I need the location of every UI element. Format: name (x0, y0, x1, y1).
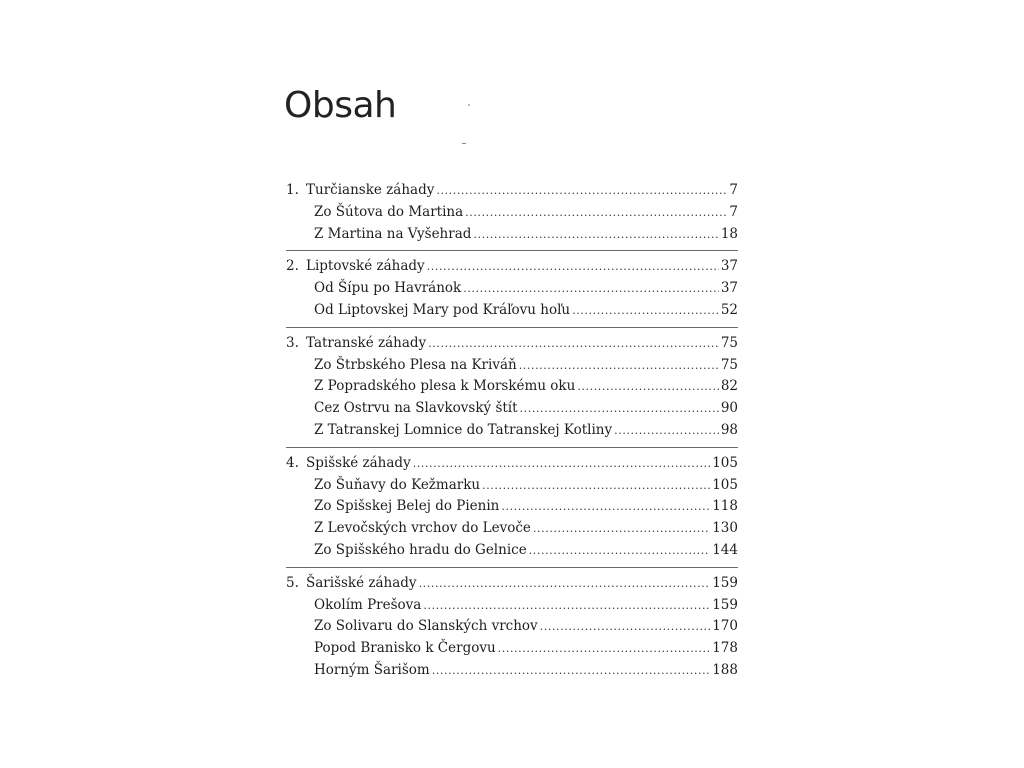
scan-speck (468, 104, 470, 106)
page-title: Obsah (284, 85, 397, 126)
chapter-title: Turčianske záhady (306, 182, 435, 198)
page-number: 18 (720, 225, 738, 242)
page-number: 82 (720, 378, 738, 395)
entry-title: Popod Branisko k Čergovu (314, 640, 496, 657)
toc-entry-row (286, 638, 738, 660)
toc-entry-row (286, 300, 738, 322)
page-number: 105 (712, 454, 738, 471)
entry-title: Od Liptovskej Mary pod Kráľovu hoľu (314, 301, 571, 318)
toc-chapter-row (286, 180, 738, 202)
page-number: 75 (720, 334, 738, 351)
page-number: 130 (712, 520, 738, 537)
page-number: 118 (712, 498, 738, 515)
toc-chapter-row (286, 453, 738, 475)
dot-leader (436, 180, 727, 202)
page-number: 90 (720, 400, 738, 417)
dot-leader (465, 202, 727, 224)
dot-leader (529, 540, 711, 562)
page-number: 105 (712, 476, 738, 493)
toc-chapter-row (286, 333, 738, 355)
chapter-title: Liptovské záhady (306, 258, 425, 275)
dot-leader (423, 595, 710, 617)
entry-title: Z Levočských vrchov do Levoče (314, 520, 531, 537)
dot-leader (572, 300, 719, 322)
page-number: 144 (712, 541, 738, 558)
entry-title: Z Martina na Vyšehrad (314, 225, 472, 242)
dot-leader (463, 278, 719, 300)
page-number: 37 (720, 258, 738, 275)
dot-leader (520, 398, 719, 420)
entry-title: Zo Spišskej Belej do Pienin (314, 498, 500, 515)
toc-entry-row (286, 398, 738, 420)
toc-entry-row (286, 420, 738, 442)
table-of-contents (286, 180, 738, 692)
toc-entry-row (286, 660, 738, 682)
toc-entry-row (286, 355, 738, 377)
chapter-title: Tatranské záhady (306, 334, 427, 351)
entry-title: Zo Spišského hradu do Gelnice (314, 541, 527, 558)
toc-section-3 (286, 333, 738, 448)
toc-entry-row (286, 496, 738, 518)
dot-leader (473, 224, 718, 246)
toc-section-2 (286, 256, 738, 327)
page-number: 75 (720, 356, 738, 373)
page-number: 188 (712, 661, 738, 678)
dot-leader (432, 660, 711, 682)
chapter-number: 4. (286, 454, 299, 471)
entry-title: Z Tatranskej Lomnice do Tatranskej Kotliny (314, 421, 613, 438)
page-number: 7 (729, 203, 738, 220)
toc-section-5 (286, 573, 738, 687)
entry-title: Cez Ostrvu na Slavkovský štít (314, 400, 518, 417)
toc-section-1 (286, 180, 738, 251)
entry-title: Zo Šuňavy do Kežmarku (314, 476, 481, 493)
toc-entry-row (286, 278, 738, 300)
dot-leader (428, 333, 719, 355)
toc-entry-row (286, 202, 738, 224)
toc-entry-row (286, 540, 738, 562)
entry-title: Zo Solivaru do Slanských vrchov (314, 618, 538, 635)
page-number: 37 (720, 280, 738, 297)
toc-entry-row (286, 595, 738, 617)
dot-leader (482, 475, 710, 497)
entry-title: Okolím Prešova (314, 596, 422, 613)
entry-title: Zo Štrbského Plesa na Kriváň (314, 356, 517, 373)
dot-leader (577, 376, 719, 398)
chapter-number: 2. (286, 258, 299, 275)
page-number: 52 (720, 301, 738, 318)
page-number: 178 (712, 640, 738, 657)
dot-leader (419, 573, 711, 595)
toc-chapter-row (286, 256, 738, 278)
toc-entry-row (286, 224, 738, 246)
toc-entry-row (286, 616, 738, 638)
chapter-number: 5. (286, 574, 299, 591)
dot-leader (533, 518, 710, 540)
toc-entry-row (286, 518, 738, 540)
dot-leader (498, 638, 711, 660)
dot-leader (614, 420, 719, 442)
page-number: 159 (712, 574, 738, 591)
entry-title: Zo Šútova do Martina (314, 203, 464, 220)
entry-title: Od Šípu po Havránok (314, 280, 462, 297)
dot-leader (413, 453, 711, 475)
toc-entry-row (286, 376, 738, 398)
dot-leader (501, 496, 710, 518)
toc-chapter-row (286, 573, 738, 595)
dot-leader (540, 616, 711, 638)
page-number: 159 (712, 596, 738, 613)
page-number: 170 (712, 618, 738, 635)
entry-title: Horným Šarišom (314, 661, 430, 678)
dot-leader (519, 355, 719, 377)
chapter-number: 1. (286, 182, 299, 198)
dot-leader (427, 256, 719, 278)
scan-speck (462, 143, 466, 144)
page-number: 98 (720, 421, 738, 438)
entry-title: Z Popradského plesa k Morskému oku (314, 378, 576, 395)
chapter-number: 3. (286, 334, 299, 351)
toc-section-4 (286, 453, 738, 568)
page-number: 7 (729, 182, 738, 198)
chapter-title: Spišské záhady (306, 454, 411, 471)
chapter-title: Šarišské záhady (306, 574, 417, 591)
toc-entry-row (286, 475, 738, 497)
